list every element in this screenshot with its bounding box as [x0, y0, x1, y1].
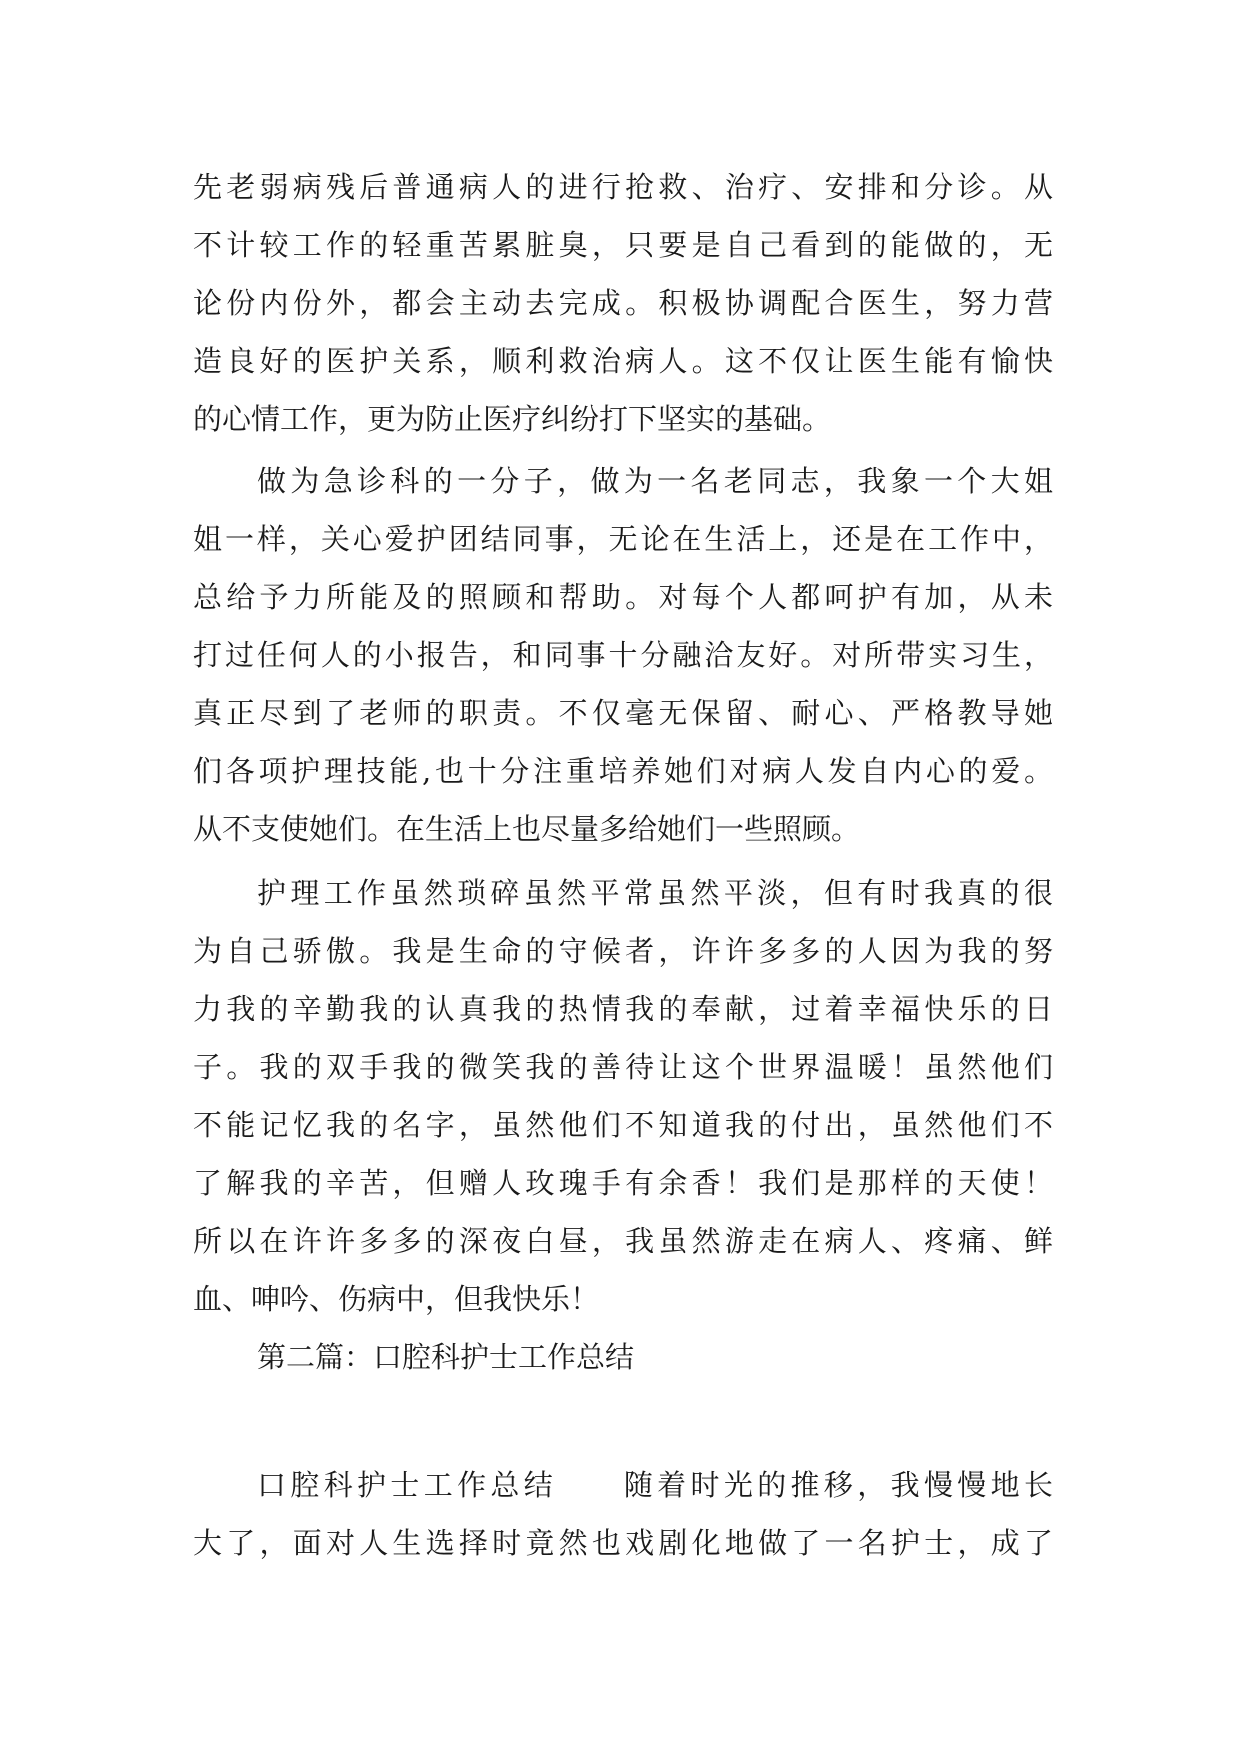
- text-line: 子。我的双手我的微笑我的善待让这个世界温暖！虽然他们: [193, 1050, 1053, 1084]
- text-line: 不计较工作的轻重苦累脏臭，只要是自己看到的能做的，无: [193, 228, 1053, 262]
- text-line: 血、呻吟、伤病中，但我快乐！: [193, 1282, 600, 1316]
- text-line: 总给予力所能及的照顾和帮助。对每个人都呵护有加，从未: [193, 580, 1053, 614]
- text-line: 论份内份外，都会主动去完成。积极协调配合医生，努力营: [193, 286, 1053, 320]
- text-line: 不能记忆我的名字，虽然他们不知道我的付出，虽然他们不: [193, 1108, 1053, 1142]
- section-heading: 第二篇：口腔科护士工作总结: [257, 1340, 635, 1374]
- paragraph-first-line: 护理工作虽然琐碎虽然平常虽然平淡，但有时我真的很: [257, 876, 1053, 910]
- text-line: 从不支使她们。在生活上也尽量多给她们一些照顾。: [193, 812, 861, 846]
- text-line: 真正尽到了老师的职责。不仅毫无保留、耐心、严格教导她: [193, 696, 1053, 730]
- text-line: 所以在许许多多的深夜白昼，我虽然游走在病人、疼痛、鲜: [193, 1224, 1053, 1258]
- text-line: 姐一样，关心爱护团结同事，无论在生活上，还是在工作中，: [193, 522, 1053, 556]
- paragraph-first-line: 做为急诊科的一分子，做为一名老同志，我象一个大姐: [257, 464, 1053, 498]
- text-line: 的心情工作，更为防止医疗纠纷打下坚实的基础。: [193, 402, 832, 436]
- text-line: 造良好的医护关系，顺利救治病人。这不仅让医生能有愉快: [193, 344, 1053, 378]
- text-line: 为自己骄傲。我是生命的守候者，许许多多的人因为我的努: [193, 934, 1053, 968]
- paragraph-first-line: 口腔科护士工作总结 随着时光的推移，我慢慢地长: [257, 1468, 1053, 1502]
- text-line: 力我的辛勤我的认真我的热情我的奉献，过着幸福快乐的日: [193, 992, 1053, 1026]
- text-line: 们各项护理技能,也十分注重培养她们对病人发自内心的爱。: [193, 754, 1053, 788]
- text-line: 先老弱病残后普通病人的进行抢救、治疗、安排和分诊。从: [193, 170, 1053, 204]
- text-line: 打过任何人的小报告，和同事十分融洽友好。对所带实习生，: [193, 638, 1053, 672]
- text-line: 了解我的辛苦，但赠人玫瑰手有余香！我们是那样的天使！: [193, 1166, 1053, 1200]
- text-line: 大了，面对人生选择时竟然也戏剧化地做了一名护士，成了: [193, 1526, 1053, 1560]
